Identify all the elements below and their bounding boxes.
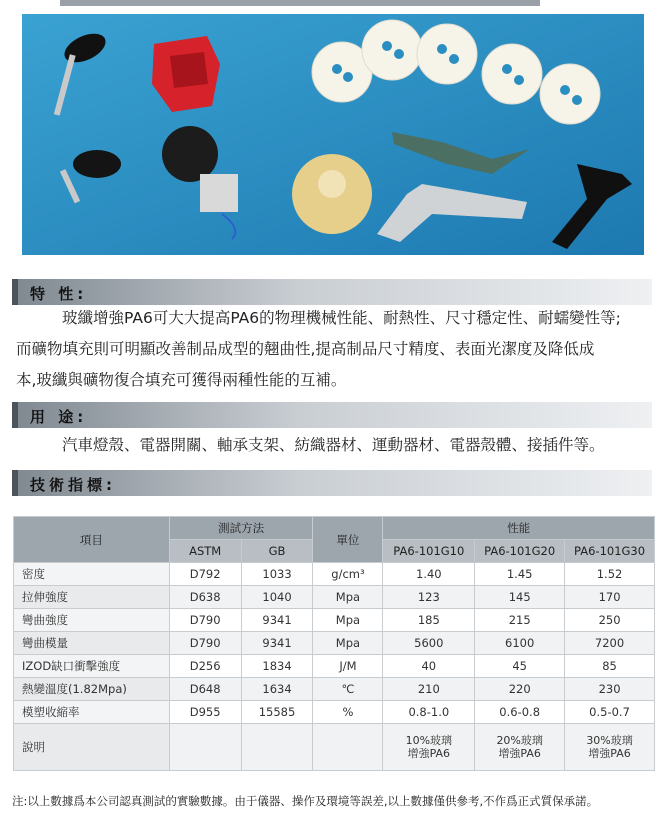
note-cell: 10%玻璃 增強PA6 [383, 724, 475, 771]
astm-cell: D955 [169, 701, 241, 724]
header-marker [12, 279, 18, 305]
row-label: 熱變溫度(1.82Mpa) [14, 678, 170, 701]
row-label: 模塑收縮率 [14, 701, 170, 724]
unit-cell: g/cm³ [313, 563, 383, 586]
empty-cell [169, 724, 241, 771]
note-row [14, 724, 655, 771]
row-label: IZOD缺口衝擊強度 [14, 655, 170, 678]
table-row [14, 701, 655, 724]
unit-cell: Mpa [313, 632, 383, 655]
row-label: 密度 [14, 563, 170, 586]
product-photo-illustration [22, 14, 644, 255]
value-cell: 250 [565, 609, 655, 632]
value-cell: 7200 [565, 632, 655, 655]
features-header [12, 279, 652, 305]
value-cell: 0.8-1.0 [383, 701, 475, 724]
features-line-2: 而礦物填充則可明顯改善制品成型的翹曲性,提高制品尺寸精度、表面光潔度及降低成 [16, 340, 595, 358]
header-marker [12, 402, 18, 428]
value-cell: 170 [565, 586, 655, 609]
col-method-header: 測試方法 [169, 517, 313, 540]
unit-cell: Mpa [313, 586, 383, 609]
value-cell: 145 [475, 586, 565, 609]
astm-cell: D792 [169, 563, 241, 586]
specs-title: 技術指標: [30, 476, 116, 494]
unit-cell: Mpa [313, 609, 383, 632]
gb-cell: 15585 [241, 701, 313, 724]
uses-line-1: 汽車燈殼、電器開關、軸承支架、紡織器材、運動器材、電器殼體、接插件等。 [62, 436, 605, 454]
features-line-3: 本,玻纖與礦物復合填充可獲得兩種性能的互補。 [16, 371, 347, 389]
footnote: 注:以上數據爲本公司認真測試的實驗數據。由于儀器、操作及環境等誤差,以上數據僅供參考,不作爲正式質保承諾。 [12, 794, 599, 808]
header-marker [12, 470, 18, 496]
features-title: 特 性: [30, 285, 88, 303]
table-row [14, 655, 655, 678]
specs-header [12, 470, 652, 496]
table-row [14, 609, 655, 632]
gb-cell: 1033 [241, 563, 313, 586]
astm-cell: D648 [169, 678, 241, 701]
gb-cell: 9341 [241, 609, 313, 632]
table-row [14, 563, 655, 586]
features-line-1: 玻纖增強PA6可大大提高PA6的物理機械性能、耐熱性、尺寸穩定性、耐蠕變性等; [62, 309, 621, 327]
gb-cell: 1634 [241, 678, 313, 701]
empty-cell [241, 724, 313, 771]
product-photo [22, 14, 644, 255]
value-cell: 210 [383, 678, 475, 701]
row-label: 說明 [14, 724, 170, 771]
gb-cell: 9341 [241, 632, 313, 655]
astm-cell: D790 [169, 609, 241, 632]
empty-cell [313, 724, 383, 771]
value-cell: 215 [475, 609, 565, 632]
top-decor-bar [60, 0, 540, 6]
spec-table [13, 516, 655, 771]
value-cell: 45 [475, 655, 565, 678]
grade-header-1: PA6-101G10 [383, 540, 475, 563]
value-cell: 6100 [475, 632, 565, 655]
value-cell: 1.40 [383, 563, 475, 586]
astm-cell: D790 [169, 632, 241, 655]
astm-cell: D256 [169, 655, 241, 678]
row-label: 彎曲強度 [14, 609, 170, 632]
row-label: 拉伸強度 [14, 586, 170, 609]
col-item-header: 項目 [14, 517, 170, 563]
unit-cell: % [313, 701, 383, 724]
table-row [14, 632, 655, 655]
note-cell: 30%玻璃 增強PA6 [565, 724, 655, 771]
col-unit-header: 單位 [313, 517, 383, 563]
value-cell: 0.5-0.7 [565, 701, 655, 724]
uses-header [12, 402, 652, 428]
features-text [16, 303, 645, 396]
astm-cell: D638 [169, 586, 241, 609]
table-row [14, 678, 655, 701]
value-cell: 1.52 [565, 563, 655, 586]
value-cell: 230 [565, 678, 655, 701]
value-cell: 5600 [383, 632, 475, 655]
row-label: 彎曲模量 [14, 632, 170, 655]
note-cell: 20%玻璃 增強PA6 [475, 724, 565, 771]
value-cell: 220 [475, 678, 565, 701]
gb-cell: 1834 [241, 655, 313, 678]
col-astm-header: ASTM [169, 540, 241, 563]
uses-title: 用 途: [30, 408, 88, 426]
unit-cell: ℃ [313, 678, 383, 701]
value-cell: 1.45 [475, 563, 565, 586]
value-cell: 40 [383, 655, 475, 678]
uses-text [30, 430, 645, 461]
value-cell: 185 [383, 609, 475, 632]
yellow-gear-part [292, 154, 372, 234]
col-gb-header: GB [241, 540, 313, 563]
value-cell: 0.6-0.8 [475, 701, 565, 724]
grade-header-3: PA6-101G30 [565, 540, 655, 563]
grade-header-2: PA6-101G20 [475, 540, 565, 563]
value-cell: 123 [383, 586, 475, 609]
unit-cell: J/M [313, 655, 383, 678]
gb-cell: 1040 [241, 586, 313, 609]
col-perf-header: 性能 [383, 517, 655, 540]
table-row [14, 586, 655, 609]
value-cell: 85 [565, 655, 655, 678]
